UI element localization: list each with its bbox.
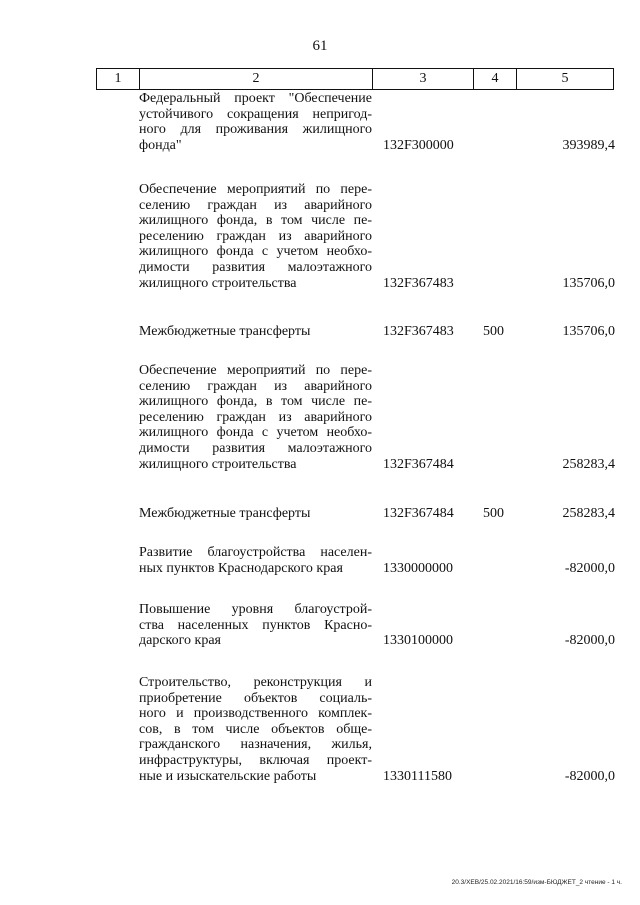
description-line: Обеспечение мероприятий по пере- [139, 363, 372, 378]
row-amount: 393989,4 [562, 137, 615, 153]
description-line: приобретение объектов социаль- [139, 690, 372, 706]
row-amount: -82000,0 [564, 768, 615, 784]
column-header-3: 3 [373, 69, 474, 90]
row-expense-type: 500 [483, 324, 504, 339]
row-amount: 135706,0 [562, 324, 615, 339]
row-description [139, 675, 372, 784]
description-line: Строительство, реконструкция и [139, 675, 372, 690]
description-line: Повышение уровня благоустрой- [139, 602, 372, 617]
document-footer: 20.3/ХЕВ/25.02.2021/16:59/изм-БЮДЖЕТ_2 чтение - 1 ч. [451, 879, 622, 886]
description-line: Федеральный проект "Обеспечение [139, 91, 372, 106]
row-amount: 258283,4 [562, 456, 615, 472]
description-line: ные и изыскательские работы [139, 768, 317, 784]
description-line: жилищного строительства [139, 456, 297, 472]
row-description [139, 182, 372, 291]
description-line: дарского края [139, 633, 221, 649]
column-header-table [96, 68, 614, 90]
description-line: устойчивого сокращения непригод- [139, 106, 372, 122]
description-line: гражданского назначения, жилья, [139, 737, 372, 753]
column-header-4: 4 [474, 69, 517, 90]
row-description [139, 602, 372, 649]
row-code: 1330000000 [383, 560, 453, 576]
row-expense-type: 500 [483, 506, 504, 521]
row-amount: 258283,4 [562, 506, 615, 521]
description-line: жилищного фонда, в том числе пе- [139, 213, 372, 229]
row-description [139, 506, 372, 522]
description-line: реселению граждан из аварийного [139, 409, 372, 425]
row-description [139, 545, 372, 576]
description-line: селению граждан из аварийного [139, 378, 372, 394]
description-line: жилищного фонда с учетом необхо- [139, 244, 372, 260]
description-line: димости развития малоэтажного [139, 259, 372, 275]
description-line: Развитие благоустройства населен- [139, 545, 372, 560]
column-header-5: 5 [517, 69, 614, 90]
description-line: Межбюджетные трансферты [139, 324, 311, 339]
description-line: инфраструктуры, включая проект- [139, 752, 372, 768]
row-code: 132F367484 [383, 456, 454, 472]
description-line: сов, в том числе объектов обще- [139, 721, 372, 737]
row-description [139, 324, 372, 340]
description-line: ных пунктов Краснодарского края [139, 560, 343, 576]
description-line: Межбюджетные трансферты [139, 506, 311, 521]
row-code: 132F367483 [383, 324, 454, 339]
description-line: жилищного фонда с учетом необхо- [139, 425, 372, 441]
row-code: 1330100000 [383, 633, 453, 649]
description-line: димости развития малоэтажного [139, 440, 372, 456]
row-code: 132F367483 [383, 275, 454, 291]
row-code: 132F300000 [383, 137, 454, 153]
row-code: 1330111580 [383, 768, 452, 784]
row-amount: 135706,0 [562, 275, 615, 291]
row-description [139, 91, 372, 153]
column-header-1: 1 [97, 69, 140, 90]
row-description [139, 363, 372, 472]
description-line: Обеспечение мероприятий по пере- [139, 182, 372, 197]
description-line: жилищного фонда, в том числе пе- [139, 394, 372, 410]
description-line: ного и производственного комплек- [139, 706, 372, 722]
row-amount: -82000,0 [564, 633, 615, 649]
row-amount: -82000,0 [564, 560, 615, 576]
description-line: ного для проживания жилищного [139, 122, 372, 138]
description-line: селению граждан из аварийного [139, 197, 372, 213]
description-line: ства населенных пунктов Красно- [139, 617, 372, 633]
description-line: фонда" [139, 137, 182, 153]
description-line: реселению граждан из аварийного [139, 228, 372, 244]
column-header-2: 2 [140, 69, 373, 90]
description-line: жилищного строительства [139, 275, 297, 291]
page-number: 61 [312, 38, 328, 54]
row-code: 132F367484 [383, 506, 454, 521]
